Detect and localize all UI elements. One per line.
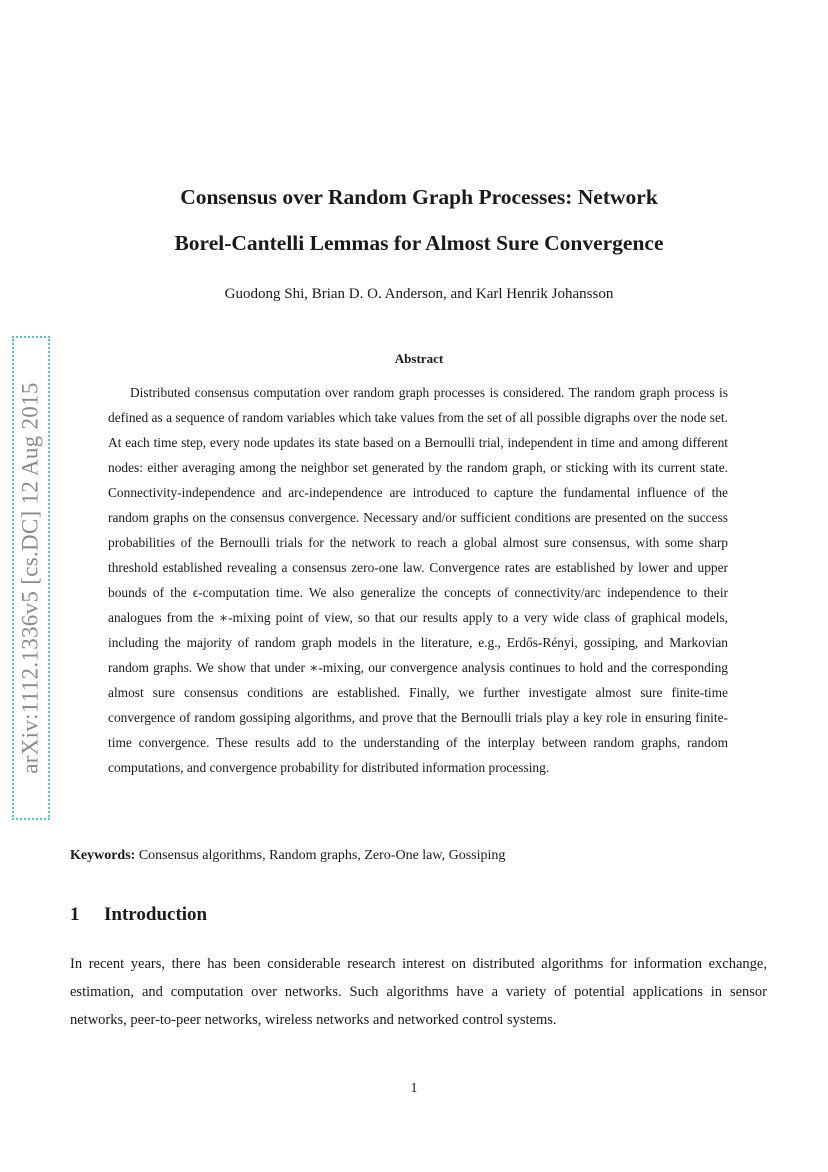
abstract-heading: Abstract	[394, 351, 444, 366]
abstract-body: Distributed consensus computation over random graph processes is considered. The random graph process is defined as a sequence of random variables which take values from the set of all possible digraphs over the node set. At each time step, every node updates its state based on a Bernoulli trial, independent in time and among different nodes: either averaging among the neighbor set generated by the random graph, or sticking with its current state. Connectivity-independence and arc-independence are introduced to capture the fundamental influence of the random graphs on the consensus convergence. Necessary and/or sufficient conditions are presented on the success probabilities of the Bernoulli trials for the network to reach a global almost sure consensus, with some sharp threshold established revealing a consensus zero-one law. Convergence rates are established by lower and upper bounds of the ϵ-computation time. We also generalize the concepts of connectivity/arc independence to their analogues from the ∗-mixing point of view, so that our results apply to a very wide class of graphical models, including the majority of random graph models in the literature, e.g., Erdős-Rényi, gossiping, and Markovian random graphs. We show that under ∗-mixing, our convergence analysis continues to hold and the corresponding almost sure consensus conditions are established. Finally, we further investigate almost sure finite-time convergence of random gossiping algorithms, and prove that the Bernoulli trials play a key role in ensuring finite-time convergence. These results add to the understanding of the interplay between random graphs, random computations, and convergence probability for distributed information processing.	[108, 385, 728, 775]
arxiv-identifier-stamp	[12, 336, 50, 820]
author-list: Guodong Shi, Brian D. O. Anderson, and Karl Henrik Johansson	[224, 286, 614, 302]
keywords-label: Keywords:	[70, 848, 136, 863]
keywords-line	[70, 848, 770, 864]
section-title: Introduction	[104, 904, 208, 925]
page-number: 1	[410, 1081, 418, 1096]
paper-title-line-2: Borel-Cantelli Lemmas for Almost Sure Convergence	[174, 231, 664, 255]
section-number: 1	[70, 904, 80, 925]
section-heading-introduction	[70, 904, 207, 926]
introduction-paragraph: In recent years, there has been considerable research interest on distributed algorithms for information exchange, estimation, and computation over networks. Such algorithms have a variety of potential applications in sensor networks, peer-to-peer networks, wireless networks and networked control systems.	[70, 956, 767, 1028]
arxiv-identifier-text: arXiv:1112.1336v5 [cs.DC] 12 Aug 2015	[18, 382, 44, 774]
keywords-text: Consensus algorithms, Random graphs, Zero-One law, Gossiping	[138, 848, 506, 863]
paper-title-line-1: Consensus over Random Graph Processes: Network	[180, 185, 658, 209]
paper-title	[60, 174, 778, 266]
